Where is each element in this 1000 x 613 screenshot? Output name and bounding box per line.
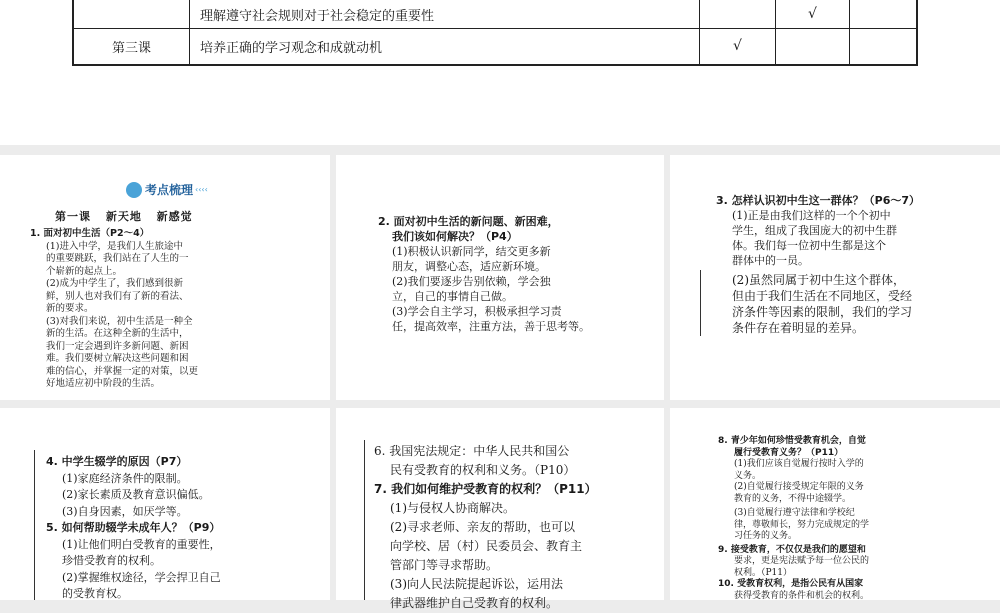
panel2-content	[378, 214, 658, 334]
text-line: 律武器维护自己受教育的权利。	[390, 596, 559, 610]
question-heading: 履行受教育义务？（P11）	[734, 447, 844, 458]
text-line: 任，提高效率，注重方法，善于思考等。	[392, 320, 590, 333]
top-table-area	[0, 0, 1000, 145]
text-line: 鲜，别人也对我们有了新的看法、	[46, 290, 189, 302]
question-heading: 4. 中学生辍学的原因（P7）	[46, 455, 188, 468]
text-line: 民有受教育的权利和义务。（P10）	[390, 463, 576, 477]
panel1-content	[30, 228, 300, 391]
text-line: 9. 接受教育，不仅仅是我们的愿望和	[718, 544, 866, 555]
text-line: 难。我们要树立解决这些问题和困	[46, 353, 189, 364]
question-heading: 2. 面对初中生活的新问题、新困难，	[378, 215, 559, 228]
badge-icon	[126, 182, 142, 198]
text-line: 好地适应初中阶段的生活。	[46, 378, 161, 389]
text-line: 的受教育权。	[62, 587, 128, 600]
text-line: 群体中的一员。	[732, 254, 809, 267]
curriculum-table	[72, 0, 918, 66]
panel5-content	[374, 442, 662, 613]
text-line: 管部门等寻求帮助。	[390, 558, 499, 572]
text-line: (3)自身因素，如厌学等。	[62, 504, 188, 518]
text-line: (2)虽然同属于初中生这个群体，	[732, 273, 905, 287]
badge-label: 考点梳理	[145, 183, 194, 197]
text-line: (1)让他们明白受教育的重要性，	[62, 537, 221, 551]
text-line: (1)正是由我们这样的一个个初中	[732, 209, 891, 222]
text-line: 获得受教育的条件和机会的权利。	[734, 590, 870, 601]
text-line: (3)学会自主学习，积极承担学习责	[392, 305, 562, 318]
text-line: (2)我们要逐步告别依赖，学会独	[392, 275, 551, 288]
text-line: (1)我们应该自觉履行按时入学的	[734, 459, 864, 469]
lesson-title: 第一课 新天地 新感觉	[55, 210, 193, 223]
goal-cell: 培养正确的学习观念和成就动机	[190, 28, 700, 64]
text-line: 6. 我国宪法规定：中华人民共和国公	[374, 444, 570, 458]
question-heading: 8. 青少年如何珍惜受教育机会，自觉	[718, 436, 866, 446]
check-mark: √	[733, 38, 742, 54]
table-row	[74, 0, 916, 29]
text-line: (1)家庭经济条件的限制。	[62, 471, 188, 485]
text-line: 权利。（P11）	[734, 567, 793, 578]
section-badge	[126, 181, 208, 198]
level-cell	[700, 0, 776, 28]
text-line: 个崭新的起点上。	[46, 265, 123, 277]
text-line: (1)积极认识新同学，结交更多新	[392, 245, 551, 258]
level-cell	[700, 28, 776, 64]
divider-line	[34, 450, 35, 600]
panel3-content	[716, 193, 996, 268]
panel6-content	[718, 436, 998, 602]
text-line: 立，自己的事情自己做。	[392, 290, 513, 303]
text-line: 但由于我们生活在不同地区，受经	[732, 289, 913, 303]
panel4-content	[46, 454, 326, 603]
text-line: 10. 受教育权利，是指公民有从国家	[718, 579, 864, 589]
question-heading: 7. 我们如何维护受教育的权利？（P11）	[374, 482, 597, 496]
wave-decoration-icon: ‹‹‹‹	[195, 185, 208, 194]
level-cell	[776, 28, 850, 64]
level-cell	[776, 0, 850, 28]
table-row	[74, 28, 916, 64]
check-mark: √	[808, 6, 817, 22]
text-line: 难的信心，并掌握一定的对策，以更	[46, 365, 199, 377]
text-line: (3)对我们来说，初中生活是一种全	[46, 315, 193, 327]
text-line: 朋友，调整心态，适应新环境。	[392, 260, 546, 273]
lesson-cell: 第三课	[74, 28, 190, 64]
text-line: 的重要跳跃，我们站在了人生的一	[46, 253, 189, 264]
text-line: 条件存在着明显的差异。	[732, 321, 865, 335]
text-line: 新的要求。	[46, 303, 94, 314]
lesson-cell	[74, 0, 190, 28]
text-line: 济条件等因素的限制，我们的学习	[732, 305, 913, 319]
text-line: 教育的义务，不得中途辍学。	[734, 493, 852, 504]
question-heading: 我们该如何解决？（P4）	[392, 230, 518, 243]
text-line: (3)向人民法院提起诉讼，运用法	[390, 577, 563, 591]
goal-cell: 理解遵守社会规则对于社会稳定的重要性	[190, 0, 700, 28]
text-line: (2)成为中学生了，我们感到很新	[46, 278, 183, 289]
panel3-content-b	[732, 272, 996, 336]
text-line: 要求，更是宪法赋予每一位公民的	[734, 556, 870, 566]
text-line: 新的生活。在这种全新的生活中，	[46, 328, 189, 339]
text-line: 学生，组成了我国庞大的初中生群	[732, 224, 897, 237]
text-line: 义务。	[734, 470, 762, 481]
text-line: 向学校、居（村）民委员会、教育主	[390, 539, 583, 553]
text-line: (3)自觉履行遵守法律和学校纪	[734, 508, 855, 518]
text-line: 珍惜受教育的权利。	[62, 554, 161, 567]
divider-line	[364, 440, 365, 600]
question-heading: 3. 怎样认识初中生这一群体？（P6～7）	[716, 194, 921, 207]
text-line: (1)进入中学，是我们人生旅途中	[46, 240, 183, 252]
text-line: 习任务的义务。	[734, 531, 798, 541]
text-line: (2)掌握维权途径，学会捍卫自己	[62, 570, 221, 584]
question-heading: 1. 面对初中生活（P2～4）	[30, 228, 150, 239]
text-line: (2)寻求老师、亲友的帮助，也可以	[390, 520, 575, 534]
text-line: (2)家长素质及教育意识偏低。	[62, 488, 210, 501]
text-line: 我们一定会遇到许多新问题、新困	[46, 340, 189, 352]
level-cell	[850, 28, 920, 64]
divider-line	[700, 270, 701, 336]
text-line: 体。我们每一位初中生都是这个	[732, 239, 886, 252]
text-line: 律，尊敬师长，努力完成规定的学	[734, 519, 870, 530]
level-cell	[850, 0, 920, 28]
question-heading: 5. 如何帮助辍学未成年人？（P9）	[46, 521, 221, 534]
text-line: (1)与侵权人协商解决。	[390, 501, 515, 515]
text-line: (2)自觉履行接受规定年限的义务	[734, 482, 864, 492]
